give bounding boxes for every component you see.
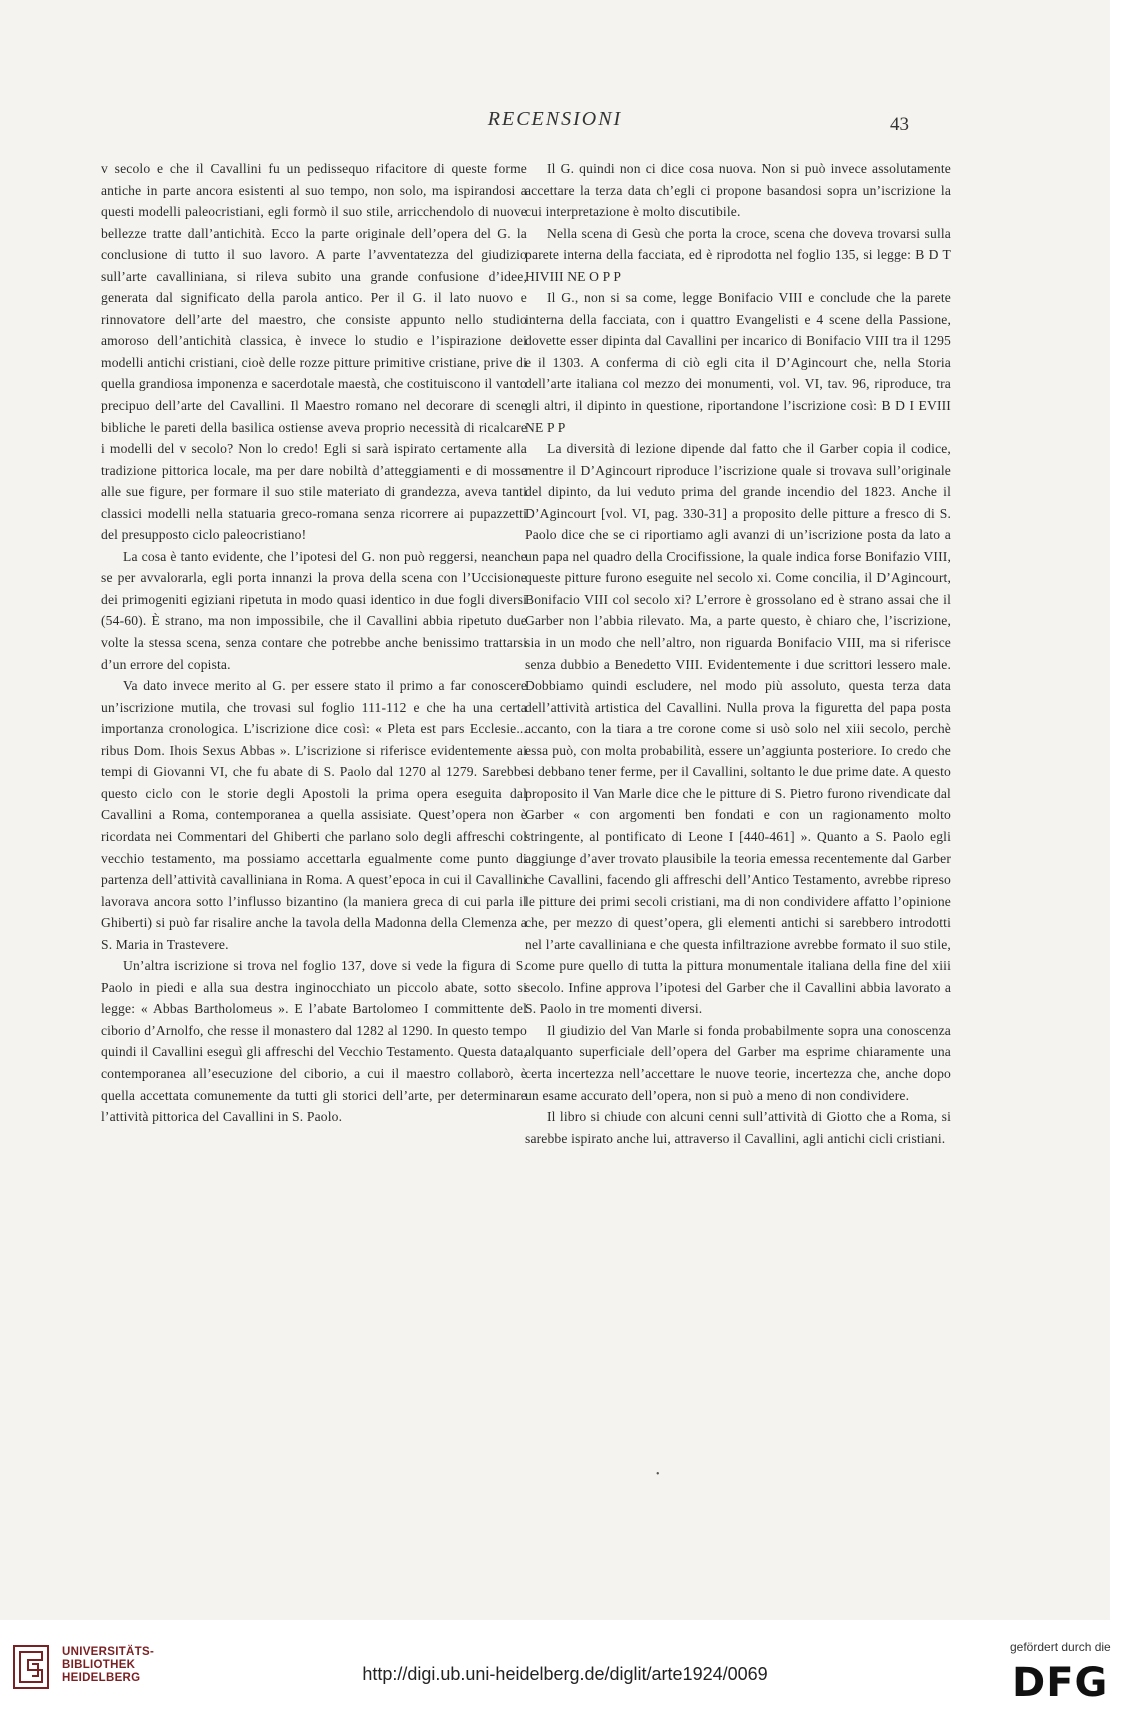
paragraph: Un’altra iscrizione si trova nel foglio 137, dove si vede la figura di S. Paolo in piedi e alla sua destra inginocchiato un piccolo abate, sotto si legge: « Abbas Bartholomeus ». E l’abate Bartolomeo I committente del ciborio d’Arnolfo, che resse il monastero dal 1282 al 1290. In questo tempo quindi il Cavallini eseguì gli affreschi del Vecchio Testamento. Questa data, contemporanea all’esecuzione del ciborio, a cui il maestro collaborò, è quella accettata comunemente da tutti gli storici dell’arte, per determinare l’attività pittorica del Cavallini in S. Paolo.: [101, 958, 527, 1125]
library-name-line: BIBLIOTHEK: [62, 1659, 136, 1671]
paragraph: Il libro si chiude con alcuni cenni sull’attività di Giotto che a Roma, si sarebbe ispirato anche lui, attraverso il Cavallini, agli antichi cicli cristiani.: [525, 1109, 951, 1146]
library-name-line: HEIDELBERG: [62, 1672, 141, 1684]
paragraph: La cosa è tanto evidente, che l’ipotesi del G. non può reggersi, neanche se per avvalorarla, egli porta innanzi la prova della scena con l’Uccisione dei primogeniti egiziani ripetuta in modo quasi identico in due fogli diversi (54-60). È strano, ma non impossibile, che il Cavallini abbia ripetuto due volte la stessa scena, senza contare che potrebbe anche benissimo trattarsi d’un errore del copista.: [101, 548, 527, 672]
source-url-link[interactable]: http://digi.ub.uni-heidelberg.de/diglit/arte1924/0069: [362, 1664, 768, 1684]
right-column: [525, 158, 951, 1149]
paragraph: Il G. quindi non ci dice cosa nuova. Non si può invece assolutamente accettare la terza data ch’egli ci propone basandosi sopra un’iscrizione la cui interpretazione è molto discutibile.: [525, 161, 951, 220]
dfg-logo: DFG: [1012, 1660, 1109, 1706]
footer-bar: [0, 1620, 1130, 1713]
funding-label: gefördert durch die: [1010, 1640, 1111, 1654]
dot-ornament-icon: •: [656, 1469, 660, 1480]
paragraph: Nella scena di Gesù che porta la croce, scena che doveva trovarsi sulla parete interna della facciata, ed è riprodotta nel foglio 135, si legge: B D T HIVIII NE O P P: [525, 225, 951, 284]
page-number: 43: [890, 114, 909, 135]
paragraph: La diversità di lezione dipende dal fatto che il Garber copia il codice, mentre il D’Agincourt riproduce l’iscrizione quale si trovava sull’originale del dipinto, da lui veduto prima del grande incendio del 1823. Anche il D’Agincourt [vol. VI, pag. 330-31] a proposito delle pitture a fresco di S. Paolo dice che se ci riportiamo agli avanzi di un’iscrizione posta da lato a un papa nel quadro della Crocifissione, la quale indica forse Bonifazio VIII, queste pitture furono eseguite nel secolo xi. Come concilia, il D’Agincourt, Bonifacio VIII col secolo xi? L’errore è grossolano ed è strano assai che il Garber non l’abbia rilevato. Ma, a parte questo, è chiaro che, l’iscrizione, sia in un modo che nell’altro, non riguarda Bonifacio VIII, ma si riferisce senza dubbio a Benedetto VIII. Evidentemente i due scrittori lessero male. Dobbiamo quindi escludere, nel modo più assoluto, questa terza data dell’attività artistica del Cavallini. Nulla prova la figuretta del papa posta accanto, con la tiara a tre corone come si usò solo nel xiii secolo, perchè essa può, con molta probabilità, essere un’aggiunta posteriore. Io credo che si debbano tener ferme, per il Cavallini, soltanto le due prime date. A questo proposito il Van Marle dice che le pitture di S. Pietro furono rivendicate dal Garber « con argomenti ben fondati e con un ragionamento molto stringente, al pontificato di Leone I [440-461] ». Quanto a S. Paolo egli aggiunge d’aver trovato plausibile la teoria emessa recentemente dal Garber che Cavallini, facendo gli affreschi dell’Antico Testamento, avrebbe ripreso le pitture dei primi secoli cristiani, ma di non condividere affatto l’opinione che, per mezzo di quest’opera, gli elementi antichi si sarebbero introdotti nel l’arte cavalliniana e che questa infiltrazione avrebbe formato il suo stile, come pure quello di tutta la pittura monumentale italiana della fine del xiii secolo. Infine approva l’ipotesi del Garber che il Cavallini abbia lavorato a S. Paolo in tre momenti diversi.: [525, 441, 951, 1017]
paragraph: v secolo e che il Cavallini fu un pedissequo rifacitore di queste forme antiche in parte ancora esistenti al suo tempo, non solo, ma ispirandosi a questi modelli paleocristiani, egli formò il suo stile, arricchendolo di nuove bellezze tratte dall’antichità. Ecco la parte originale dell’opera del G. la conclusione di tutto il suo lavoro. A parte l’avventatezza del giudizio sull’arte cavalliniana, si rileva subito una grande confusione d’idee, generata dal significato della parola antico. Per il G. il lato nuovo e rinnovatore dell’arte del maestro, che consiste appunto nello studio amoroso dell’antichità classica, è invece lo studio e l’ispirazione dei modelli antichi cristiani, cioè delle rozze pitture primitive cristiane, prive di quella grandiosa imponenza e sacerdotale maestà, che costituiscono il vanto precipuo dell’arte del Cavallini. Il Maestro romano nel decorare di scene bibliche le pareti della basilica ostiense aveva proprio necessità di ricalcare i modelli del v secolo? Non lo credo! Egli si sarà ispirato certamente alla tradizione pittorica locale, ma per dare nobiltà d’atteggiamenti e di mosse alle sue figure, per formare il suo stile materiato di grandezza, aveva tanti classici modelli nella statuaria greco-romana senza ricorrere ai pupazzetti del presupposto ciclo paleocristiano!: [101, 161, 527, 543]
paragraph: Il G., non si sa come, legge Bonifacio VIII e conclude che la parete interna della facciata, con i quattro Evangelisti e 4 scene della Passione, dovette esser dipinta dal Cavallini per incarico di Bonifacio VIII tra il 1295 e il 1303. A conferma di ciò egli cita il D’Agincourt che, nella Storia dell’arte italiana col mezzo dei monumenti, vol. VI, tav. 96, riproduce, tra gli altri, il dipinto in questione, riportandone l’iscrizione così: B D I EVIII NE P P: [525, 290, 951, 435]
library-name-line: UNIVERSITÄTS-: [62, 1646, 155, 1658]
paragraph: Il giudizio del Van Marle si fonda probabilmente sopra una conoscenza alquanto superficiale dell’opera del Garber ma esprime chiaramente una certa incertezza nell’accettare le nuove teorie, incertezza che, anche dopo un esame accurato dell’opera, non si può a meno di non condividere.: [525, 1022, 951, 1103]
paragraph: Va dato invece merito al G. per essere stato il primo a far conoscere un’iscrizione mutila, che trovasi sul foglio 111-112 e che ha una certa importanza cronologica. L’iscrizione dice così: « Pleta est pars Ecclesie... ribus Dom. Ihois Sexus Abbas ». L’iscrizione si riferisce evidentemente ai tempi di Giovanni VI, che fu abate di S. Paolo dal 1270 al 1279. Sarebbe questo ciclo con le storie degli Apostoli la prima opera eseguita dal Cavallini a Roma, contemporanea a quella assisiate. Quest’opera non è ricordata nei Commentari del Ghiberti che parlano solo degli affreschi col vecchio testamento, ma possiamo accettarla egualmente come punto di partenza dell’attività cavalliniana in Roma. A quest’epoca in cui il Cavallini lavorava ancora sotto l’influsso bizantino (la maniera greca di cui parla il Ghiberti) si può far risalire anche la tavola della Madonna della Clemenza a S. Maria in Trastevere.: [101, 678, 527, 952]
left-column: [101, 158, 527, 1128]
running-title: RECENSIONI: [487, 108, 623, 130]
